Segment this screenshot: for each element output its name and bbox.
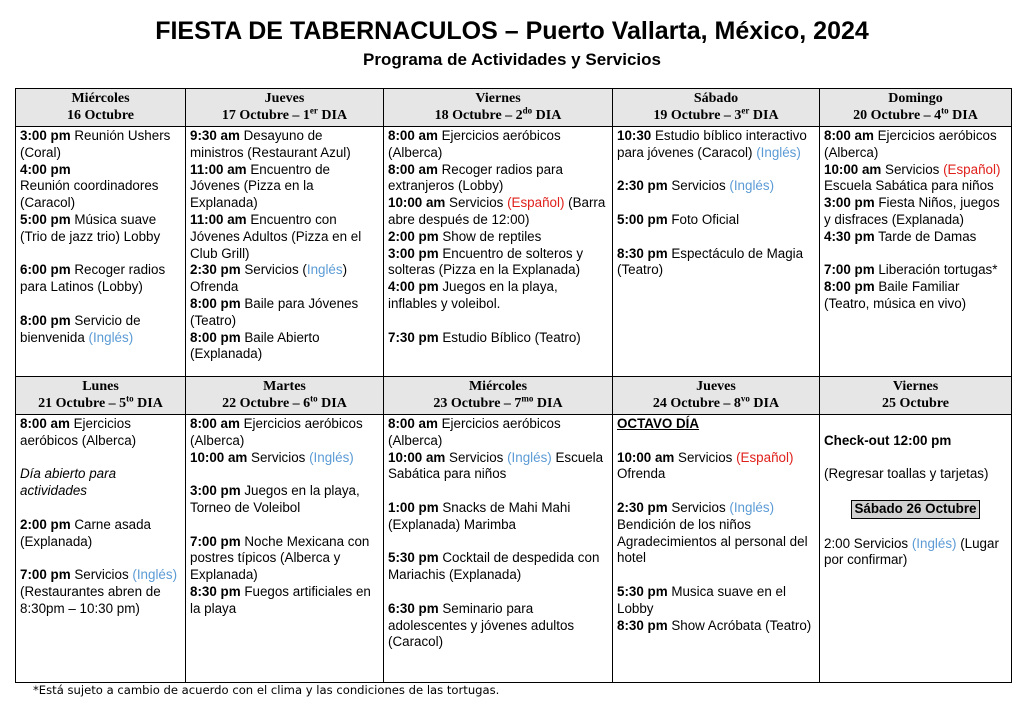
activity-entry: [20, 567, 181, 617]
day-name: Domingo: [888, 91, 943, 106]
activity-time: 8:00 pm: [824, 279, 875, 295]
footnote: *Está sujeto a cambio de acuerdo con el clima y las condiciones de las tortugas.: [33, 683, 500, 697]
spacer: [617, 229, 815, 246]
activity-text: Encuentro de solteros y solteras (Pizza en la Explanada): [388, 245, 584, 278]
activity-time: 3:00 pm: [190, 483, 241, 499]
activity-entry: [388, 500, 608, 534]
day-name: Viernes: [475, 91, 521, 106]
activity-text: Desayuno de ministros (Restaurant Azul): [190, 128, 351, 160]
activity-text: Servicios: [445, 449, 508, 465]
activity-time: 2:30 pm: [617, 178, 668, 194]
activity-entry: [824, 262, 1007, 279]
day-header: [16, 377, 186, 415]
activity-entry: [190, 212, 379, 262]
activity-time: 9:30 am: [190, 128, 240, 143]
activity-time: 2:30 pm: [617, 499, 668, 515]
activity-text: Noche Mexicana con postres típicos (Alberca y Explanada): [190, 533, 370, 583]
day-date: [615, 107, 817, 124]
language-english-tag: (Inglés): [309, 449, 354, 465]
activity-entry: [617, 416, 815, 433]
activity-time: 10:00 am: [824, 161, 882, 177]
day-name: Jueves: [264, 91, 305, 106]
activity-time: 7:00 pm: [190, 533, 241, 549]
activity-text: Show de reptiles: [438, 228, 542, 244]
activity-text: Ejercicios aeróbicos (Alberca): [824, 128, 997, 160]
day-date: [822, 395, 1009, 412]
spacer: [388, 584, 608, 601]
day-name: Martes: [263, 379, 306, 394]
date-date: 22 Octubre: [222, 396, 290, 411]
activity-entry: [617, 128, 815, 162]
day-date: [822, 107, 1009, 124]
activity-text: Ejercicios aeróbicos (Alberca): [388, 416, 561, 448]
activity-entry: [617, 584, 815, 618]
activity-time: 8:00 am: [20, 416, 70, 431]
date-sup: to: [310, 393, 318, 404]
date-sep: –: [288, 108, 303, 123]
activity-text: (Lugar por confirmar): [824, 535, 999, 568]
day-name: Viernes: [892, 379, 939, 394]
date-date: 24 Octubre: [652, 396, 720, 411]
activity-text: Seminario para adolescentes y jóvenes adultos (Caracol): [388, 600, 575, 650]
activity-time: 2:30 pm: [190, 262, 241, 278]
activity-time: 8:30 pm: [190, 583, 241, 599]
activity-entry: [388, 229, 608, 246]
day-header-row: [16, 89, 1012, 127]
date-sep: –: [501, 108, 516, 123]
activity-entry: [388, 195, 608, 229]
activity-time: 11:00 am: [190, 211, 247, 227]
activity-entry: [824, 229, 1007, 246]
activity-entry: [190, 262, 379, 296]
activity-entry: [824, 162, 1007, 196]
spacer: [824, 416, 1007, 433]
spacer: [20, 246, 181, 263]
language-spanish-tag: (Español): [736, 449, 794, 465]
activity-text: Encuentro con Jóvenes Adultos (Pizza en el Club Grill): [190, 211, 362, 261]
activity-text: Check-out 12:00 pm: [824, 432, 952, 448]
activity-entry: [617, 500, 815, 534]
activity-text: Musica suave en el Lobby: [617, 583, 786, 616]
spacer: [617, 483, 815, 500]
activity-text: Baile Abierto (Explanada): [190, 329, 320, 362]
activity-text: Reunión coordinadores (Caracol): [20, 178, 159, 211]
day-date: [18, 107, 183, 124]
activity-text: Fiesta Niños, juegos y disfraces (Explanada): [824, 195, 1000, 227]
activity-time: 8:00 am: [824, 128, 874, 143]
activity-text: Ejercicios aeróbicos (Alberca): [388, 128, 561, 160]
activity-entry: [388, 450, 608, 484]
activity-entry: [190, 416, 379, 450]
activity-entry: [190, 534, 379, 584]
spacer: [388, 313, 608, 330]
activity-entry: [190, 483, 379, 517]
day-header: [16, 89, 186, 127]
day-name: Miércoles: [468, 379, 528, 394]
language-spanish-tag: (Español): [943, 161, 1001, 177]
activity-time: 1:00 pm: [388, 499, 439, 515]
activity-entry: [190, 330, 379, 364]
date-suffix: DIA: [749, 108, 779, 123]
page-title: FIESTA DE TABERNACULOS – Puerto Vallarta, México, 2024: [155, 17, 869, 45]
activities-row: [16, 127, 1012, 377]
date-sup: to: [941, 105, 949, 116]
activity-text: Carne asada (Explanada): [20, 516, 152, 549]
date-dia: 7: [514, 396, 522, 411]
activity-text: Servicios: [247, 449, 310, 465]
activity-time: 2:00 pm: [388, 228, 439, 244]
date-dia: 3: [734, 108, 742, 123]
activity-entry: [388, 162, 608, 196]
date-dia: 6: [303, 396, 311, 411]
date-suffix: DIA: [948, 108, 978, 123]
activity-entry: [617, 450, 815, 484]
activity-text: Recoger radios para Latinos (Lobby): [20, 262, 166, 295]
day-name: Lunes: [82, 379, 119, 394]
activity-entry: [824, 500, 1007, 519]
date-dia: 4: [934, 108, 942, 123]
activity-time: 8:00 am: [388, 128, 438, 143]
day-name: Sábado: [693, 91, 739, 106]
activity-text: Baile Familiar (Teatro, música en vivo): [824, 279, 967, 311]
activity-time: 10:00 am: [617, 449, 675, 465]
date-sep: –: [289, 396, 304, 411]
activity-time: 5:00 pm: [617, 211, 668, 227]
activity-text: Música suave (Trio de jazz trio) Lobby: [20, 211, 161, 244]
activity-text: Servicios: [674, 449, 737, 465]
activity-time: 4:00 pm: [388, 279, 439, 295]
activity-time: 5:00 pm: [20, 211, 71, 227]
activity-time: 10:00 am: [190, 449, 248, 465]
activity-time: 10:30: [617, 128, 652, 143]
date-date: 16 Octubre: [66, 108, 134, 123]
activity-text: Ofrenda: [617, 466, 666, 482]
activity-time: 8:00 pm: [190, 295, 241, 311]
activity-text: Show Acróbata (Teatro): [667, 617, 812, 633]
spacer: [617, 195, 815, 212]
activity-text: Servicio de bienvenida: [20, 312, 141, 345]
spacer: [824, 246, 1007, 263]
date-sep: –: [720, 108, 735, 123]
activity-entry: [617, 212, 815, 229]
activity-time: 3:00 pm: [388, 245, 439, 261]
activity-time: 8:00 pm: [190, 329, 241, 345]
activity-entry: [190, 296, 379, 330]
language-english-tag: (Inglés): [132, 567, 178, 583]
date-date: 19 Octubre: [653, 108, 721, 123]
activity-time: 6:00 pm: [20, 262, 71, 278]
activity-entry: [388, 550, 608, 584]
activity-text: Foto Oficial: [667, 211, 740, 227]
activity-entry: [20, 178, 181, 212]
day-activities-cell: [16, 127, 186, 377]
activity-text: Baile para Jóvenes (Teatro): [190, 295, 359, 328]
activity-entry: [388, 279, 608, 313]
activity-text: Liberación tortugas*: [874, 262, 998, 278]
activity-time: 2:00 pm: [20, 516, 71, 532]
day-date: [386, 395, 610, 412]
day-header: [820, 377, 1012, 415]
day-date: [615, 395, 817, 412]
activity-entry: [824, 195, 1007, 229]
language-english-tag: Inglés: [306, 262, 343, 278]
day-activities-cell: [384, 127, 613, 377]
language-english-tag: (Inglés): [911, 535, 957, 551]
activity-text: Estudio bíblico interactivo para jóvenes (Caracol): [617, 128, 807, 160]
activity-entry: [20, 212, 181, 246]
language-spanish-tag: (Español): [507, 195, 565, 211]
spacer: [617, 567, 815, 584]
spacer: [824, 483, 1007, 500]
day-activities-cell: [613, 415, 820, 683]
activity-text: Espectáculo de Magia (Teatro): [617, 245, 804, 278]
day-name: Jueves: [696, 379, 736, 394]
language-english-tag: (Inglés): [756, 144, 801, 160]
date-dia: 5: [119, 396, 127, 411]
activity-time: 10:00 am: [388, 449, 446, 465]
activity-text: Encuentro de Jóvenes (Pizza en la Explanada): [190, 161, 330, 211]
activity-entry: [190, 450, 379, 467]
day-name: Miércoles: [71, 91, 130, 106]
activity-entry: [388, 416, 608, 450]
spacer: [388, 483, 608, 500]
date-dia: 1: [302, 108, 310, 123]
date-sup: do: [522, 105, 533, 116]
language-english-tag: (Inglés): [729, 178, 775, 194]
activity-text: Ejercicios aeróbicos (Alberca): [20, 416, 137, 448]
activity-time: 8:00 am: [190, 416, 240, 431]
activity-text: Bendición de los niños: [617, 516, 751, 532]
activity-entry: [824, 433, 1007, 450]
day-header: [384, 377, 613, 415]
activity-time: 5:30 pm: [388, 550, 439, 566]
day-activities-cell: [820, 415, 1012, 683]
date-suffix: DIA: [133, 396, 163, 411]
date-suffix: DIA: [533, 396, 563, 411]
activity-entry: [190, 584, 379, 618]
activity-entry: [617, 246, 815, 280]
activity-entry: [388, 128, 608, 162]
activity-entry: [20, 466, 181, 500]
activity-entry: [388, 246, 608, 280]
date-date: 23 Octubre: [433, 396, 501, 411]
date-sup: er: [309, 105, 318, 116]
activity-time: 7:00 pm: [20, 567, 71, 583]
date-sep: –: [920, 108, 935, 123]
activity-time: 10:00 am: [388, 195, 446, 211]
page-subtitle: Programa de Actividades y Servicios: [363, 50, 661, 69]
date-sep: –: [500, 396, 515, 411]
language-english-tag: (Inglés): [507, 449, 552, 465]
activity-time: 7:30 pm: [388, 329, 439, 345]
activity-text: Reunión Ushers (Coral): [20, 128, 171, 160]
day-activities-cell: [186, 127, 384, 377]
activity-text: (Regresar toallas y tarjetas): [824, 466, 989, 482]
activity-text: Juegos en la playa, inflables y voleibol.: [388, 279, 558, 311]
activity-text: Servicios (: [240, 262, 307, 278]
activity-entry: [824, 466, 1007, 483]
day-header: [820, 89, 1012, 127]
activity-entry: [20, 128, 181, 162]
spacer: [190, 466, 379, 483]
spacer: [388, 534, 608, 551]
activity-time: 8:30 pm: [617, 245, 668, 261]
day-date: [386, 107, 610, 124]
date-date: 18 Octubre: [434, 108, 502, 123]
activity-text: Servicios: [70, 567, 133, 583]
language-english-tag: (Inglés): [729, 499, 775, 515]
activity-text: Tarde de Damas: [874, 228, 977, 244]
day-header: [186, 89, 384, 127]
date-suffix: DIA: [532, 108, 562, 123]
activity-entry: [190, 162, 379, 212]
activity-entry: [388, 601, 608, 651]
date-date: 20 Octubre: [853, 108, 921, 123]
date-dia: 8: [733, 396, 741, 411]
activity-entry: [20, 416, 181, 450]
day-activities-cell: [820, 127, 1012, 377]
activity-text: 2:00 Servicios: [824, 535, 912, 551]
activity-entry: [20, 517, 181, 551]
activity-entry: [20, 262, 181, 296]
activity-text: (Restaurantes abren de 8:30pm – 10:30 pm): [20, 583, 161, 616]
activity-text: (Barra abre después de 12:00): [388, 195, 606, 227]
language-english-tag: (Inglés): [88, 329, 134, 345]
activity-text: Servicios: [881, 161, 944, 177]
activity-entry: [20, 162, 181, 179]
activity-text: Ejercicios aeróbicos (Alberca): [190, 416, 363, 448]
spacer: [20, 550, 181, 567]
day-activities-cell: [613, 127, 820, 377]
spacer: [20, 450, 181, 467]
activity-text: Escuela Sabática para niños: [824, 178, 994, 194]
day-date: [188, 395, 381, 412]
activity-text: Servicios: [667, 499, 730, 515]
day-header: [613, 89, 820, 127]
activity-entry: [617, 618, 815, 635]
spacer: [824, 519, 1007, 536]
activity-text: Juegos en la playa, Torneo de Voleibol: [190, 483, 360, 515]
activity-text: Servicios: [445, 195, 508, 211]
activity-text: Día abierto para actividades: [20, 466, 117, 499]
activity-time: 8:00 am: [388, 161, 438, 177]
spacer: [20, 296, 181, 313]
spacer: [824, 450, 1007, 467]
activity-text: Cocktail de despedida con Mariachis (Explanada): [388, 550, 600, 583]
day-activities-cell: [16, 415, 186, 683]
activity-time: 4:30 pm: [824, 228, 875, 244]
activity-time: 4:00 pm: [20, 161, 71, 177]
activity-time: 3:00 pm: [20, 128, 71, 143]
day-header: [613, 377, 820, 415]
date-date: 25 Octubre: [881, 396, 949, 411]
activity-entry: [824, 536, 1007, 570]
activity-text: ) Ofrenda: [190, 262, 348, 295]
activity-time: 11:00 am: [190, 161, 247, 177]
spacer: [617, 162, 815, 179]
activity-entry: [617, 534, 815, 568]
date-suffix: DIA: [317, 396, 347, 411]
activity-time: 8:00 am: [388, 416, 438, 431]
day-header: [384, 89, 613, 127]
date-suffix: DIA: [317, 108, 348, 123]
day-header: [186, 377, 384, 415]
date-sep: –: [719, 396, 734, 411]
date-dia: 2: [515, 108, 523, 123]
activity-entry: [824, 128, 1007, 162]
date-sup: to: [126, 393, 134, 404]
day-header-row: [16, 377, 1012, 415]
date-highlight-box: Sábado 26 Octubre: [851, 500, 979, 519]
spacer: [20, 500, 181, 517]
date-suffix: DIA: [749, 396, 780, 411]
date-date: 17 Octubre: [221, 108, 289, 123]
spacer: [617, 433, 815, 450]
day-activities-cell: [186, 415, 384, 683]
day-activities-cell: [384, 415, 613, 683]
activity-time: 6:30 pm: [388, 600, 439, 616]
activity-text: Servicios: [667, 178, 730, 194]
schedule-table: [15, 88, 1012, 683]
activities-row: [16, 415, 1012, 683]
activity-time: 8:30 pm: [617, 617, 668, 633]
activity-text: OCTAVO DÍA: [617, 416, 700, 431]
day-date: [188, 107, 381, 124]
activity-time: 5:30 pm: [617, 583, 668, 599]
date-sup: mo: [521, 393, 534, 404]
activity-entry: [824, 279, 1007, 313]
activity-entry: [20, 313, 181, 347]
activity-entry: [190, 128, 379, 162]
activity-text: Agradecimientos al personal del hotel: [617, 533, 808, 566]
date-sep: –: [105, 396, 120, 411]
activity-time: 7:00 pm: [824, 262, 875, 278]
spacer: [190, 517, 379, 534]
activity-time: 3:00 pm: [824, 195, 875, 211]
day-date: [18, 395, 183, 412]
date-sup: vo: [740, 393, 750, 404]
activity-entry: [617, 178, 815, 195]
activity-text: Escuela Sabática para niños: [388, 449, 604, 482]
activity-text: Fuegos artificiales en la playa: [190, 583, 371, 616]
activity-text: Estudio Bíblico (Teatro): [438, 329, 581, 345]
activity-text: Recoger radios para extranjeros (Lobby): [388, 161, 563, 194]
date-date: 21 Octubre: [38, 396, 106, 411]
activity-text: Snacks de Mahi Mahi (Explanada) Marimba: [388, 499, 571, 532]
activity-entry: [388, 330, 608, 347]
activity-time: 8:00 pm: [20, 312, 71, 328]
date-sup: er: [741, 105, 750, 116]
